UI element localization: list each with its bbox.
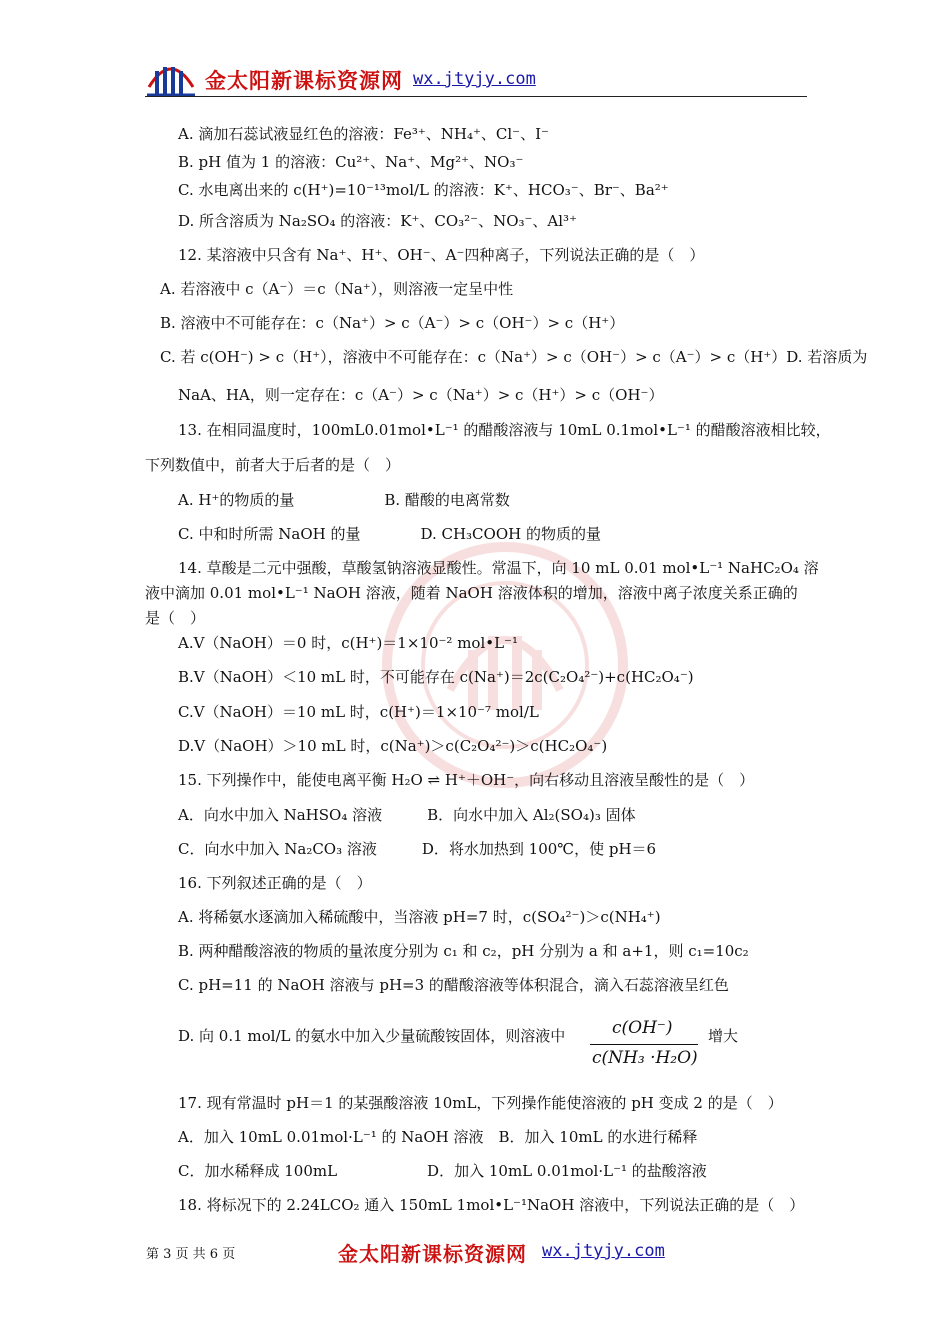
q17-stem: 17. 现有常温时 pH＝1 的某强酸溶液 10mL，下列操作能使溶液的 pH 变成 2 的是（ ） xyxy=(178,1094,783,1112)
q13-options-cd: C. 中和时所需 NaOH 的量 D. CH₃COOH 的物质的量 xyxy=(178,525,601,543)
q18-stem: 18. 将标况下的 2.24LCO₂ 通入 150mL 1mol•L⁻¹NaOH 溶液中，下列说法正确的是（ ） xyxy=(178,1196,805,1214)
q16-option-c: C. pH=11 的 NaOH 溶液与 pH=3 的醋酸溶液等体积混合，滴入石蕊溶液呈红色 xyxy=(178,976,729,994)
q15-stem: 15. 下列操作中，能使电离平衡 H₂O ⇌ H⁺＋OH⁻，向右移动且溶液呈酸性的是（ ） xyxy=(178,771,755,789)
q11-option-d: D. 所含溶质为 Na₂SO₄ 的溶液：K⁺、CO₃²⁻、NO₃⁻、Al³⁺ xyxy=(178,212,577,230)
q13-stem: 13. 在相同温度时，100mL0.01mol•L⁻¹ 的醋酸溶液与 10mL 0.1mol•L⁻¹ 的醋酸溶液相比较， xyxy=(178,421,831,439)
q15-options-ab: A．向水中加入 NaHSO₄ 溶液 B．向水中加入 Al₂(SO₄)₃ 固体 xyxy=(178,806,636,824)
q14-stem-end: 是（ ） xyxy=(145,609,206,627)
q17-options-ab: A．加入 10mL 0.01mol·L⁻¹ 的 NaOH 溶液 B．加入 10mL 的水进行稀释 xyxy=(178,1128,698,1146)
q14-option-c: C.V（NaOH）＝10 mL 时，c(H⁺)＝1×10⁻⁷ mol/L xyxy=(178,703,539,721)
q16-option-a: A. 将稀氨水逐滴加入稀硫酸中，当溶液 pH=7 时，c(SO₄²⁻)＞c(NH₄⁺) xyxy=(178,908,661,926)
q14-option-a: A.V（NaOH）＝0 时，c(H⁺)＝1×10⁻² mol•L⁻¹ xyxy=(178,634,518,652)
q13-stem-cont: 下列数值中，前者大于后者的是（ ） xyxy=(145,456,401,474)
q17-options-cd: C．加水稀释成 100mL D．加入 10mL 0.01mol·L⁻¹ 的盐酸溶液 xyxy=(178,1162,707,1180)
q16-stem: 16. 下列叙述正确的是（ ） xyxy=(178,874,372,892)
q11-option-a: A. 滴加石蕊试液显红色的溶液：Fe³⁺、NH₄⁺、Cl⁻、I⁻ xyxy=(178,125,549,143)
q15-options-cd: C．向水中加入 Na₂CO₃ 溶液 D．将水加热到 100℃，使 pH＝6 xyxy=(178,840,657,858)
q11-option-c: C. 水电离出来的 c(H⁺)=10⁻¹³mol/L 的溶液：K⁺、HCO₃⁻、Br⁻、Ba²⁺ xyxy=(178,181,669,199)
fraction-denominator: c(NH₃ ·H₂O) xyxy=(592,1048,698,1068)
q14-option-d: D.V（NaOH）＞10 mL 时，c(Na⁺)＞c(C₂O₄²⁻)＞c(HC₂O₄⁻) xyxy=(178,737,608,755)
header-site-link[interactable]: wx.jtyjy.com xyxy=(413,69,536,89)
q16-option-d-end: 增大 xyxy=(708,1027,739,1045)
q14-option-b: B.V（NaOH）＜10 mL 时，不可能存在 c(Na⁺)＝2c(C₂O₄²⁻)+c(HC₂O₄⁻) xyxy=(178,668,694,686)
q12-option-b: B. 溶液中不可能存在：c（Na⁺）> c（A⁻）> c（OH⁻）> c（H⁺） xyxy=(160,314,625,332)
q12-option-a: A. 若溶液中 c（A⁻）＝c（Na⁺），则溶液一定呈中性 xyxy=(160,280,514,298)
q12-stem: 12. 某溶液中只含有 Na⁺、H⁺、OH⁻、A⁻四种离子，下列说法正确的是（ ） xyxy=(178,246,705,264)
header-rule xyxy=(145,96,807,97)
footer-page-number: 第 3 页 共 6 页 xyxy=(146,1247,236,1262)
page-header xyxy=(145,55,807,99)
footer-brand: 金太阳新课标资源网 xyxy=(338,1242,527,1266)
fraction-bar xyxy=(590,1044,698,1045)
q13-options-ab: A. H⁺的物质的量 B. 醋酸的电离常数 xyxy=(178,491,510,509)
q11-option-b: B. pH 值为 1 的溶液：Cu²⁺、Na⁺、Mg²⁺、NO₃⁻ xyxy=(178,153,524,171)
q16-fraction xyxy=(590,1018,700,1074)
footer-site-link[interactable]: wx.jtyjy.com xyxy=(542,1241,665,1261)
logo-icon xyxy=(145,57,197,99)
q16-option-d: D. 向 0.1 mol/L 的氨水中加入少量硫酸铵固体，则溶液中 xyxy=(178,1027,566,1045)
fraction-numerator: c(OH⁻) xyxy=(612,1018,673,1038)
q16-option-b: B. 两种醋酸溶液的物质的量浓度分别为 c₁ 和 c₂，pH 分别为 a 和 a+1，则 c₁=10c₂ xyxy=(178,942,749,960)
q12-option-c: C. 若 c(OH⁻) > c（H⁺），溶液中不可能存在：c（Na⁺）> c（OH⁻）> c（A⁻）> c（H⁺）D. 若溶质为 xyxy=(160,348,868,366)
header-brand: 金太阳新课标资源网 xyxy=(205,68,403,93)
q14-stem: 14. 草酸是二元中强酸，草酸氢钠溶液显酸性。常温下，向 10 mL 0.01 mol•L⁻¹ NaHC₂O₄ 溶 xyxy=(178,559,819,577)
q14-stem-cont: 液中滴加 0.01 mol•L⁻¹ NaOH 溶液，随着 NaOH 溶液体积的增加，溶液中离子浓度关系正确的 xyxy=(145,584,798,602)
q12-option-d-cont: NaA、HA，则一定存在：c（A⁻）> c（Na⁺）> c（H⁺）> c（OH⁻） xyxy=(178,386,664,404)
